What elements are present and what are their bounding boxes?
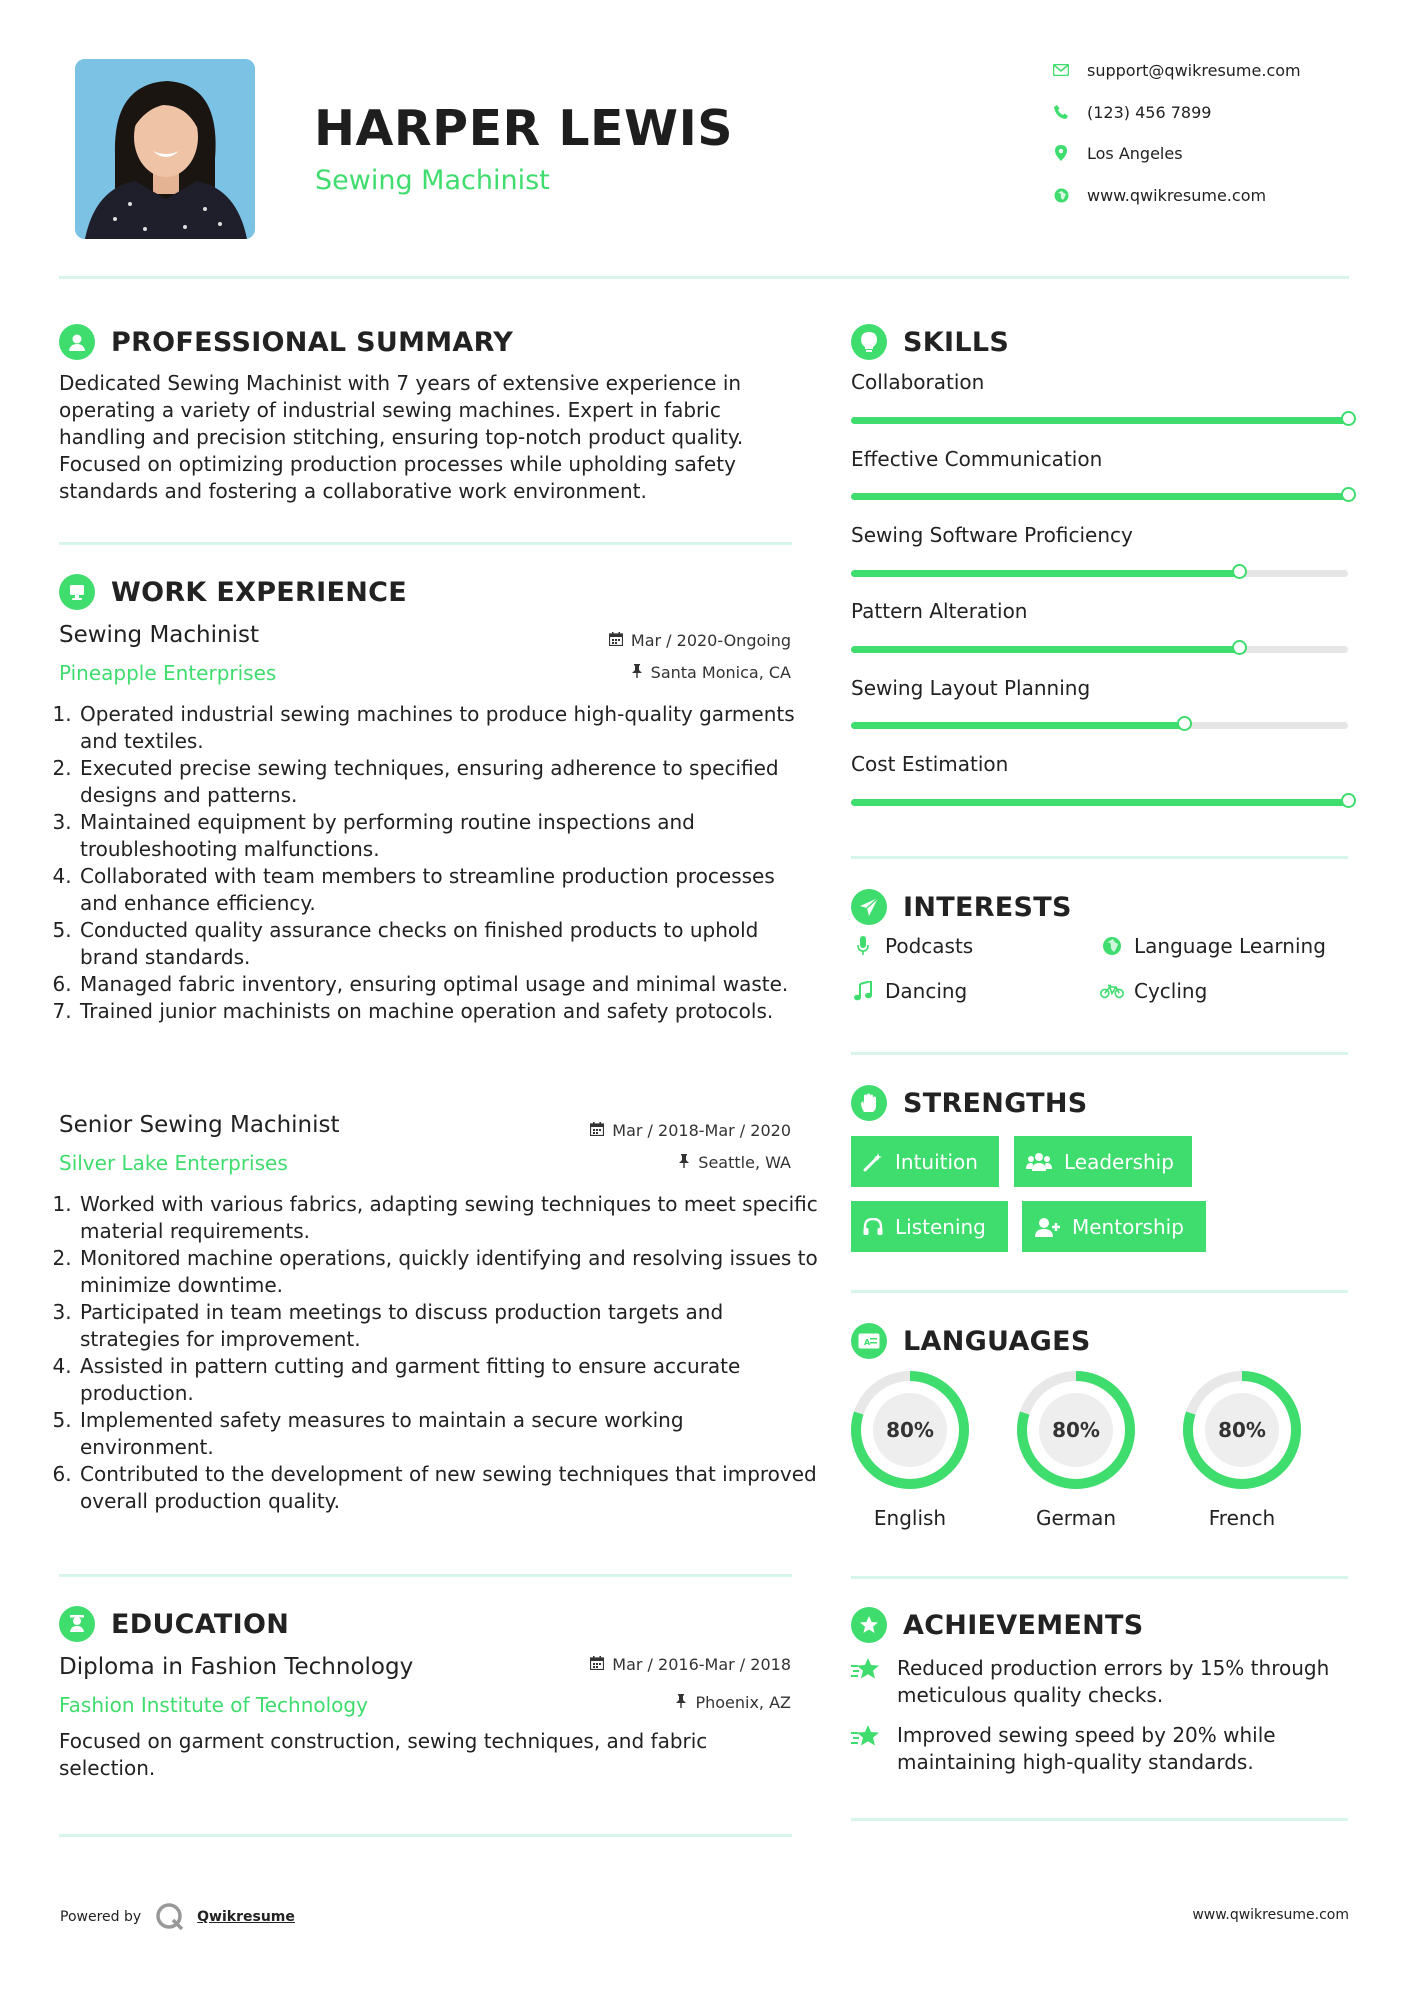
phone-icon	[1052, 103, 1070, 121]
interest-cycling	[1100, 979, 1207, 1003]
pushpin-icon	[675, 1693, 687, 1712]
user-plus-icon	[1034, 1217, 1060, 1237]
contact-location-text: Los Angeles	[1087, 143, 1183, 163]
achievement-1	[851, 1655, 1357, 1709]
list-item: 3. Participated in team meetings to discuss production targets and strategies for improvement.	[78, 1299, 818, 1353]
interest-language-learning	[1100, 934, 1326, 958]
experience-heading	[59, 572, 407, 612]
language-1-percent: 80%	[886, 1418, 934, 1442]
footer-site-link[interactable]: www.qwikresume.com	[1192, 1907, 1349, 1923]
star-badge-icon	[851, 1607, 887, 1643]
job-2-dates-text: Mar / 2018-Mar / 2020	[612, 1121, 791, 1140]
location-pin-icon	[1052, 144, 1070, 162]
language-card-icon	[851, 1323, 887, 1359]
pushpin-icon	[631, 663, 643, 682]
skill-1-knob	[1341, 411, 1356, 426]
list-item: 6. Contributed to the development of new sewing techniques that improved overall production quality.	[78, 1461, 818, 1515]
skill-5-bar	[851, 722, 1348, 729]
summary-text: Dedicated Sewing Machinist with 7 years of extensive experience in operating a variety of industrial sewing machines. Expert in fabric handling and precision stitching, ensuring top-notch product quality. Focused on optimizing production processes while upholding safety standards and fostering a collaborative work environment.	[59, 371, 744, 503]
strength-label: Leadership	[1064, 1149, 1174, 1174]
education-dates	[590, 1655, 791, 1674]
job-2-location	[678, 1153, 791, 1172]
header-divider	[59, 276, 1349, 279]
powered-by-text: Powered by	[60, 1909, 142, 1925]
interest-label: Podcasts	[885, 934, 974, 958]
skill-1-label: Collaboration	[851, 370, 985, 394]
candidate-name: HARPER LEWIS	[314, 100, 734, 157]
skill-2-knob	[1341, 487, 1356, 502]
skills-heading-text: SKILLS	[903, 326, 1010, 358]
education-heading-text: EDUCATION	[111, 1608, 290, 1640]
list-item: 6. Managed fabric inventory, ensuring optimal usage and minimal waste.	[78, 971, 818, 998]
contact-phone[interactable]	[1052, 97, 1212, 127]
interest-label: Cycling	[1134, 979, 1208, 1003]
achievements-heading	[851, 1605, 1144, 1645]
contact-email[interactable]	[1052, 55, 1301, 85]
skill-6-label: Cost Estimation	[851, 752, 1009, 776]
skill-1-fill	[851, 417, 1348, 424]
achievement-2	[851, 1722, 1357, 1776]
achievements-heading-text: ACHIEVEMENTS	[903, 1609, 1144, 1641]
headphones-icon	[863, 1218, 883, 1236]
language-3-percent: 80%	[1218, 1418, 1266, 1442]
calendar-icon	[609, 631, 623, 650]
list-item: 7. Trained junior machinists on machine operation and safety protocols.	[78, 998, 818, 1025]
footer-powered-by	[60, 1902, 295, 1932]
summary-heading-text: PROFESSIONAL SUMMARY	[111, 326, 514, 358]
strength-mentorship	[1022, 1201, 1206, 1252]
language-3-name: French	[1208, 1506, 1276, 1530]
language-2-name: German	[1035, 1506, 1117, 1530]
contact-phone-text: (123) 456 7899	[1087, 102, 1212, 122]
achievements-divider	[851, 1818, 1348, 1821]
languages-heading	[851, 1321, 1091, 1361]
interests-heading-text: INTERESTS	[903, 891, 1072, 923]
star-icon	[851, 1655, 883, 1709]
skills-heading	[851, 322, 1009, 362]
strength-leadership	[1014, 1136, 1192, 1187]
job-1-title: Sewing Machinist	[59, 622, 259, 648]
skill-3-knob	[1232, 564, 1247, 579]
job-2-bullets	[55, 1191, 818, 1515]
job-2-location-text: Seattle, WA	[698, 1153, 791, 1172]
skill-6-knob	[1341, 793, 1356, 808]
list-item: 5. Conducted quality assurance checks on finished products to uphold brand standards.	[78, 917, 818, 971]
bicycle-icon	[1100, 982, 1124, 1000]
star-icon	[851, 1722, 883, 1776]
achievement-text: Reduced production errors by 15% through meticulous quality checks.	[897, 1656, 1330, 1707]
strengths-heading-text: STRENGTHS	[903, 1087, 1088, 1119]
skill-3-fill	[851, 570, 1239, 577]
experience-divider	[59, 1574, 792, 1577]
calendar-icon	[590, 1121, 604, 1140]
strength-label: Mentorship	[1072, 1214, 1184, 1239]
hand-icon	[851, 1085, 887, 1121]
qwikresume-logo-icon	[155, 1902, 185, 1932]
microphone-icon	[851, 936, 875, 956]
skill-4-label: Pattern Alteration	[851, 599, 1028, 623]
summary-divider	[59, 542, 792, 545]
language-2-percent: 80%	[1052, 1418, 1100, 1442]
user-icon	[59, 324, 95, 360]
education-location	[675, 1693, 791, 1712]
magic-wand-icon	[863, 1152, 883, 1172]
list-item: 1. Operated industrial sewing machines to produce high-quality garments and textiles.	[78, 701, 818, 755]
education-degree: Diploma in Fashion Technology	[59, 1654, 414, 1680]
skills-divider	[851, 856, 1348, 859]
job-2-title: Senior Sewing Machinist	[59, 1112, 340, 1138]
skill-2-fill	[851, 493, 1348, 500]
interest-dancing	[851, 979, 967, 1003]
contact-website-text: www.qwikresume.com	[1087, 185, 1267, 205]
list-item: 3. Maintained equipment by performing routine inspections and troubleshooting malfunctions.	[78, 809, 818, 863]
education-text: Focused on garment construction, sewing techniques, and fabric selection.	[59, 1729, 708, 1780]
contact-website[interactable]	[1052, 180, 1267, 210]
qwikresume-link[interactable]: Qwikresume	[197, 1909, 295, 1925]
envelope-icon	[1052, 61, 1070, 79]
globe-icon	[1100, 936, 1124, 956]
list-item: 2. Executed precise sewing techniques, ensuring adherence to specified designs and patterns.	[78, 755, 818, 809]
strength-label: Listening	[895, 1214, 986, 1239]
education-divider	[59, 1834, 792, 1837]
candidate-title: Sewing Machinist	[315, 165, 550, 196]
briefcase-icon	[59, 574, 95, 610]
paper-plane-icon	[851, 889, 887, 925]
interests-heading	[851, 887, 1072, 927]
skill-2-bar	[851, 493, 1348, 500]
experience-heading-text: WORK EXPERIENCE	[111, 576, 407, 608]
skill-4-fill	[851, 646, 1239, 653]
music-note-icon	[851, 981, 875, 1001]
education-school: Fashion Institute of Technology	[59, 1693, 368, 1717]
contact-email-text: support@qwikresume.com	[1087, 60, 1301, 80]
skill-4-knob	[1232, 640, 1247, 655]
skill-2-label: Effective Communication	[851, 447, 1103, 471]
list-item: 5. Implemented safety measures to maintain a secure working environment.	[78, 1407, 818, 1461]
summary-heading	[59, 322, 513, 362]
strength-listening	[851, 1201, 1008, 1252]
language-1-name: English	[873, 1506, 947, 1530]
job-2-company: Silver Lake Enterprises	[59, 1151, 288, 1175]
interest-label: Language Learning	[1134, 934, 1326, 958]
languages-heading-text: LANGUAGES	[903, 1325, 1091, 1357]
skill-4-bar	[851, 646, 1348, 653]
job-1-company: Pineapple Enterprises	[59, 661, 277, 685]
strength-label: Intuition	[895, 1149, 978, 1174]
languages-divider	[851, 1576, 1348, 1579]
graduate-icon	[59, 1606, 95, 1642]
strengths-divider	[851, 1290, 1348, 1293]
skill-5-label: Sewing Layout Planning	[851, 676, 1091, 700]
interest-podcasts	[851, 934, 973, 958]
list-item: 4. Collaborated with team members to streamline production processes and enhance efficiency.	[78, 863, 818, 917]
skill-3-label: Sewing Software Proficiency	[851, 523, 1133, 547]
achievement-text: Improved sewing speed by 20% while maintaining high-quality standards.	[897, 1723, 1276, 1774]
calendar-icon	[590, 1655, 604, 1674]
strengths-heading	[851, 1083, 1088, 1123]
skill-3-bar	[851, 570, 1348, 577]
pushpin-icon	[678, 1153, 690, 1172]
users-icon	[1026, 1152, 1052, 1172]
job-1-location	[631, 663, 791, 682]
strength-intuition	[851, 1136, 999, 1187]
skill-5-fill	[851, 722, 1184, 729]
svg-text:A: A	[864, 1338, 871, 1347]
education-dates-text: Mar / 2016-Mar / 2018	[612, 1655, 791, 1674]
list-item: 4. Assisted in pattern cutting and garment fitting to ensure accurate production.	[78, 1353, 818, 1407]
interest-label: Dancing	[885, 979, 968, 1003]
skill-1-bar	[851, 417, 1348, 424]
profile-photo	[75, 59, 255, 239]
lightbulb-icon	[851, 324, 887, 360]
globe-icon	[1052, 186, 1070, 204]
education-heading	[59, 1604, 289, 1644]
skill-6-fill	[851, 799, 1348, 806]
list-item: 2. Monitored machine operations, quickly identifying and resolving issues to minimize downtime.	[78, 1245, 818, 1299]
contact-location	[1052, 138, 1183, 168]
skill-6-bar	[851, 799, 1348, 806]
interests-divider	[851, 1052, 1348, 1055]
job-1-dates-text: Mar / 2020-Ongoing	[630, 631, 791, 650]
job-1-bullets	[55, 701, 818, 1025]
job-2-dates	[590, 1121, 791, 1140]
job-1-dates	[609, 631, 791, 650]
skill-5-knob	[1177, 716, 1192, 731]
education-location-text: Phoenix, AZ	[695, 1693, 791, 1712]
list-item: 1. Worked with various fabrics, adapting sewing techniques to meet specific material requirements.	[78, 1191, 818, 1245]
job-1-location-text: Santa Monica, CA	[650, 663, 791, 682]
